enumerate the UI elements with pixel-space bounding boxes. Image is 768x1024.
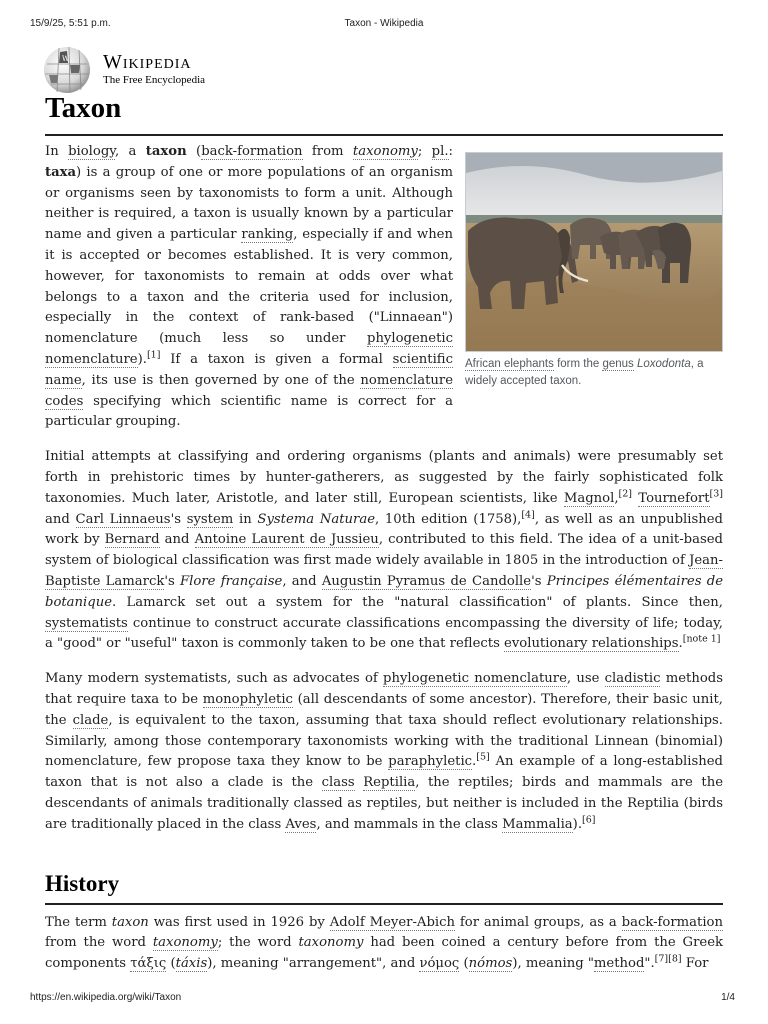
caption-italic: Loxodonta xyxy=(637,358,691,370)
link-biology[interactable]: biology xyxy=(68,144,115,159)
italic-taxon: taxon xyxy=(111,914,149,930)
italic-principes: Principes élémentaires de botanique xyxy=(45,573,723,610)
print-datetime: 15/9/25, 5:51 p.m. xyxy=(30,18,111,29)
link-de-candolle[interactable]: Augustin Pyramus de Candolle xyxy=(321,573,532,589)
link-scientific-name[interactable]: scientific name xyxy=(45,351,453,388)
link-taxonomy[interactable]: taxonomy xyxy=(352,144,418,159)
citation-6[interactable]: [6] xyxy=(582,814,596,826)
link-magnol[interactable]: Magnol xyxy=(563,490,615,506)
link-lamarck[interactable]: Jean-Baptiste Lamarck xyxy=(45,553,723,589)
section-heading-history: History xyxy=(45,870,723,905)
paragraph-cladistics: Many modern systematists, such as advocates of phylogenetic nomenclature, use cladistic methods that require taxa to be monophyletic (all descendants of some ancestor). Therefore, their basic unit, the clade, is equivalent to the taxon, assuming that taxa should reflect evolutionary relationships. Similarly, among those contemporary taxonomists working with the traditional Linnean (binomial) nomenclature, few propose taxa they know to be paraphyletic.[5] An example of a long-established taxon that is not also a clade is the class Reptilia, the reptiles; birds and mammals are the descendants of animals traditionally classed as reptiles, but neither is included in the Reptilia (birds are traditionally placed in the class Aves, and mammals in the class Mammalia).[6] xyxy=(45,671,724,832)
link-nomos-greek[interactable]: νόμος xyxy=(419,956,460,972)
infobox-figure xyxy=(465,152,723,390)
link-meyer-abich[interactable]: Adolf Meyer-Abich xyxy=(329,914,455,930)
bold-taxon: taxon xyxy=(145,144,187,159)
wikipedia-logo[interactable] xyxy=(43,46,243,94)
wikipedia-tagline: The Free Encyclopedia xyxy=(103,74,206,86)
lead-paragraph: In biology, a taxon (back-formation from taxonomy; pl.: taxa) is a group of one or more populations of an organism or organisms seen by taxonomists to form a unit. Although neither is required, a taxon is usually known by a particular name and given a particular ranking, especially if and when it is accepted or becomes established. It is very common, however, for taxonomists to remain at odds over what belongs to a taxon and the criteria used for inclusion, especially in the context of rank-based ("Linnaean") nomenclature (much less so under phylogenetic nomenclature).[1] If a taxon is given a formal scientific name, its use is then governed by one of the nomenclature codes specifying which scientific name is correct for a particular grouping. xyxy=(45,144,453,430)
link-plural[interactable]: pl. xyxy=(431,144,449,159)
link-aves[interactable]: Aves xyxy=(285,816,317,832)
print-header xyxy=(30,18,738,32)
link-jussieu[interactable]: Antoine Laurent de Jussieu xyxy=(194,532,379,548)
link-taxis-translit[interactable]: táxis xyxy=(175,956,208,972)
link-ranking[interactable]: ranking xyxy=(241,227,294,243)
citation-5[interactable]: [5] xyxy=(476,751,490,763)
paragraph-history: The term taxon was first used in 1926 by Adolf Meyer-Abich for animal groups, as a back-formation from the word taxonomy; the word taxonomy had been coined a century before from the Greek components τάξις (táxis), meaning "arrangement", and νόμος (nómos), meaning "method".[7][8] For xyxy=(45,914,723,972)
caption-link-genus[interactable]: genus xyxy=(602,358,634,370)
citation-note-1[interactable]: [note 1] xyxy=(682,633,721,645)
elephants-photo[interactable] xyxy=(465,152,723,352)
link-mammalia[interactable]: Mammalia xyxy=(502,816,573,832)
link-bernard[interactable]: Bernard xyxy=(104,532,160,548)
citation-8[interactable]: [8] xyxy=(668,953,682,965)
citation-3[interactable]: [3] xyxy=(709,488,723,500)
citation-7[interactable]: [7] xyxy=(654,953,669,965)
link-monophyletic[interactable]: monophyletic xyxy=(202,691,293,707)
link-back-formation-2[interactable]: back-formation xyxy=(621,914,723,930)
link-phylogenetic-nomenclature-2[interactable]: phylogenetic nomenclature xyxy=(383,671,567,687)
link-reptilia[interactable]: Reptilia xyxy=(363,775,416,791)
link-nomos-translit[interactable]: nómos xyxy=(468,956,513,972)
link-paraphyletic[interactable]: paraphyletic xyxy=(388,754,473,770)
citation-2[interactable]: [2] xyxy=(618,488,632,500)
link-system[interactable]: system xyxy=(186,511,234,527)
page-title: Taxon xyxy=(45,92,122,124)
svg-text:W: W xyxy=(62,55,70,63)
figure-caption: African elephants form the genus Loxodonta, a widely accepted taxon. xyxy=(465,358,704,387)
caption-link-african-elephants[interactable]: African elephants xyxy=(465,358,554,370)
link-clade[interactable]: clade xyxy=(72,712,109,728)
print-footer xyxy=(30,992,738,1006)
print-page-title: Taxon - Wikipedia xyxy=(344,18,424,29)
italic-taxonomy: taxonomy xyxy=(298,935,364,951)
paragraph-classification-history: Initial attempts at classifying and ordering organisms (plants and animals) were presumably set forth in prehistoric times by hunter-gatherers, as suggested by the fairly sophisticated folk taxonomies. Much later, Aristotle, and later still, European scientists, like Magnol,[2] Tournefort[3] and Carl Linnaeus's system in Systema Naturae, 10th edition (1758),[4], as well as an unpublished work by Bernard and Antoine Laurent de Jussieu, contributed to this field. The idea of a unit-based system of biological classification was first made widely available in 1805 in the introduction of Jean-Baptiste Lamarck's Flore française, and Augustin Pyramus de Candolle's Principes élémentaires de botanique. Lamarck set out a system for the "natural classification" of plants. Since then, systematists continue to construct accurate classifications encompassing the diversity of life; today, a "good" or "useful" taxon is commonly taken to be one that reflects evolutionary relationships.[note 1] xyxy=(45,449,723,652)
link-nomenclature-codes[interactable]: nomenclature codes xyxy=(45,372,453,409)
title-underline xyxy=(45,134,723,136)
bold-taxa: taxa xyxy=(45,164,77,180)
link-back-formation[interactable]: back-formation xyxy=(201,144,303,159)
wikipedia-wordmark: Wikipedia xyxy=(103,51,192,73)
citation-4[interactable]: [4] xyxy=(521,509,535,521)
link-method[interactable]: method xyxy=(593,956,645,972)
puzzle-globe-icon xyxy=(43,46,91,94)
italic-systema-naturae: Systema Naturae xyxy=(257,511,376,527)
italic-flore-francaise: Flore française xyxy=(180,573,283,589)
link-class[interactable]: class xyxy=(321,775,355,791)
link-systematists[interactable]: systematists xyxy=(45,615,128,631)
link-tournefort[interactable]: Tournefort xyxy=(638,490,710,506)
article-body xyxy=(45,142,723,987)
print-url: https://en.wikipedia.org/wiki/Taxon xyxy=(30,992,182,1003)
link-taxis-greek[interactable]: τάξις xyxy=(130,956,167,972)
link-evolutionary-relationships[interactable]: evolutionary relationships xyxy=(504,636,679,652)
print-page-count: 1/4 xyxy=(721,992,735,1003)
link-taxonomy-2[interactable]: taxonomy xyxy=(152,935,218,951)
link-cladistic[interactable]: cladistic xyxy=(604,671,661,687)
link-carl-linnaeus[interactable]: Carl Linnaeus xyxy=(75,511,171,527)
citation-1[interactable]: [1] xyxy=(146,349,161,361)
link-phylogenetic-nomenclature[interactable]: phylogenetic nomenclature xyxy=(45,331,453,367)
